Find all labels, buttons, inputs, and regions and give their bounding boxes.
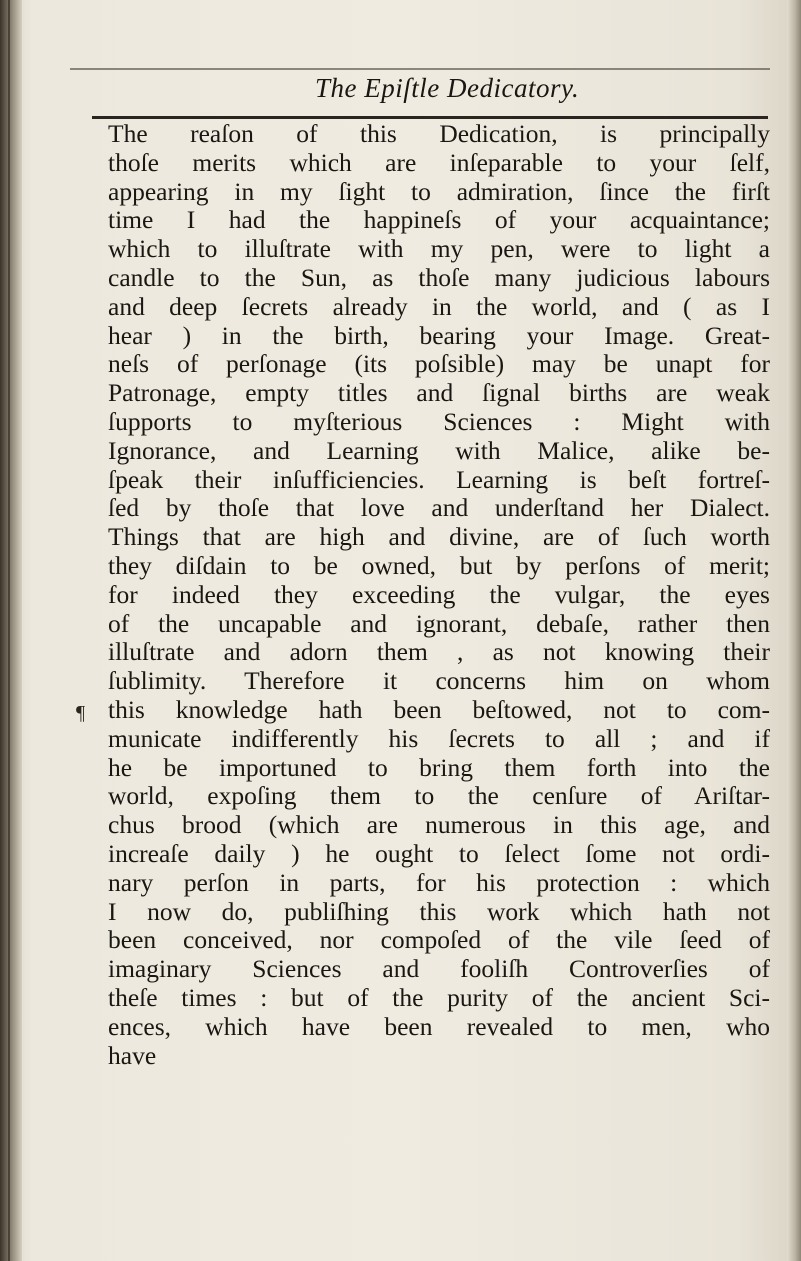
page-title: The Epiſtle Dedicatory.: [315, 73, 580, 103]
text-line: they diſdain to be owned, but by perſons of merit;: [108, 551, 770, 580]
text-line: he be importuned to bring them forth into the: [108, 753, 770, 782]
text-line: I now do, publiſhing this work which hath not: [108, 897, 770, 926]
body-text: [108, 120, 770, 1070]
text-line: municate indifferently his ſecrets to all ; and if: [108, 724, 770, 753]
text-line: appearing in my ſight to admiration, ſince the firſt: [108, 177, 770, 206]
text-line: chus brood (which are numerous in this age, and: [108, 811, 770, 840]
text-line: increaſe daily ) he ought to ſelect ſome not ordi-: [108, 839, 770, 868]
text-line: ſupports to myſterious Sciences : Might with: [108, 407, 770, 436]
text-line: been conceived, nor compoſed of the vile ſeed of: [108, 926, 770, 955]
page-outer-edge: [787, 0, 801, 1261]
text-line: ſed by thoſe that love and underſtand her Dialect.: [108, 494, 770, 523]
text-line: for indeed they exceeding the vulgar, the eyes: [108, 580, 770, 609]
text-line: hear ) in the birth, bearing your Image. Great-: [108, 321, 770, 350]
text-line: imaginary Sciences and fooliſh Controverſies of: [108, 955, 770, 984]
text-line: neſs of perſonage (its poſsible) may be unapt for: [108, 350, 770, 379]
text-line: illuſtrate and adorn them , as not knowing their: [108, 638, 770, 667]
text-line: The reaſon of this Dedication, is principally: [108, 120, 770, 148]
text-line: Ignorance, and Learning with Malice, alike be-: [108, 436, 770, 465]
header-top-rule: [70, 68, 770, 70]
text-line: Things that are high and divine, are of ſuch worth: [108, 523, 770, 552]
text-line: this knowledge hath been beſtowed, not to com-: [108, 695, 770, 724]
text-line: theſe times : but of the purity of the ancient Sci-: [108, 983, 770, 1012]
text-line: time I had the happineſs of your acquaintance;: [108, 206, 770, 235]
page-binding-edge: [0, 0, 22, 1261]
catchword: have: [108, 1040, 157, 1070]
text-line: Patronage, empty titles and ſignal births are weak: [108, 379, 770, 408]
text-line: nary perſon in parts, for his protection : which: [108, 868, 770, 897]
text-line: thoſe merits which are inſeparable to your ſelf,: [108, 148, 770, 177]
header-rule: [92, 116, 768, 119]
text-line: of the uncapable and ignorant, debaſe, rather then: [108, 609, 770, 638]
margin-marker: ¶: [76, 702, 86, 724]
text-line: ences, which have been revealed to men, who: [108, 1012, 770, 1041]
text-line: which to illuſtrate with my pen, were to light a: [108, 235, 770, 264]
text-line: ſublimity. Therefore it concerns him on whom: [108, 667, 770, 696]
text-line: world, expoſing them to the cenſure of Ariſtar-: [108, 782, 770, 811]
text-line: ſpeak their inſufficiencies. Learning is beſt fortreſ-: [108, 465, 770, 494]
text-line: candle to the Sun, as thoſe many judicious labours: [108, 263, 770, 292]
text-line: and deep ſecrets already in the world, and ( as I: [108, 292, 770, 321]
